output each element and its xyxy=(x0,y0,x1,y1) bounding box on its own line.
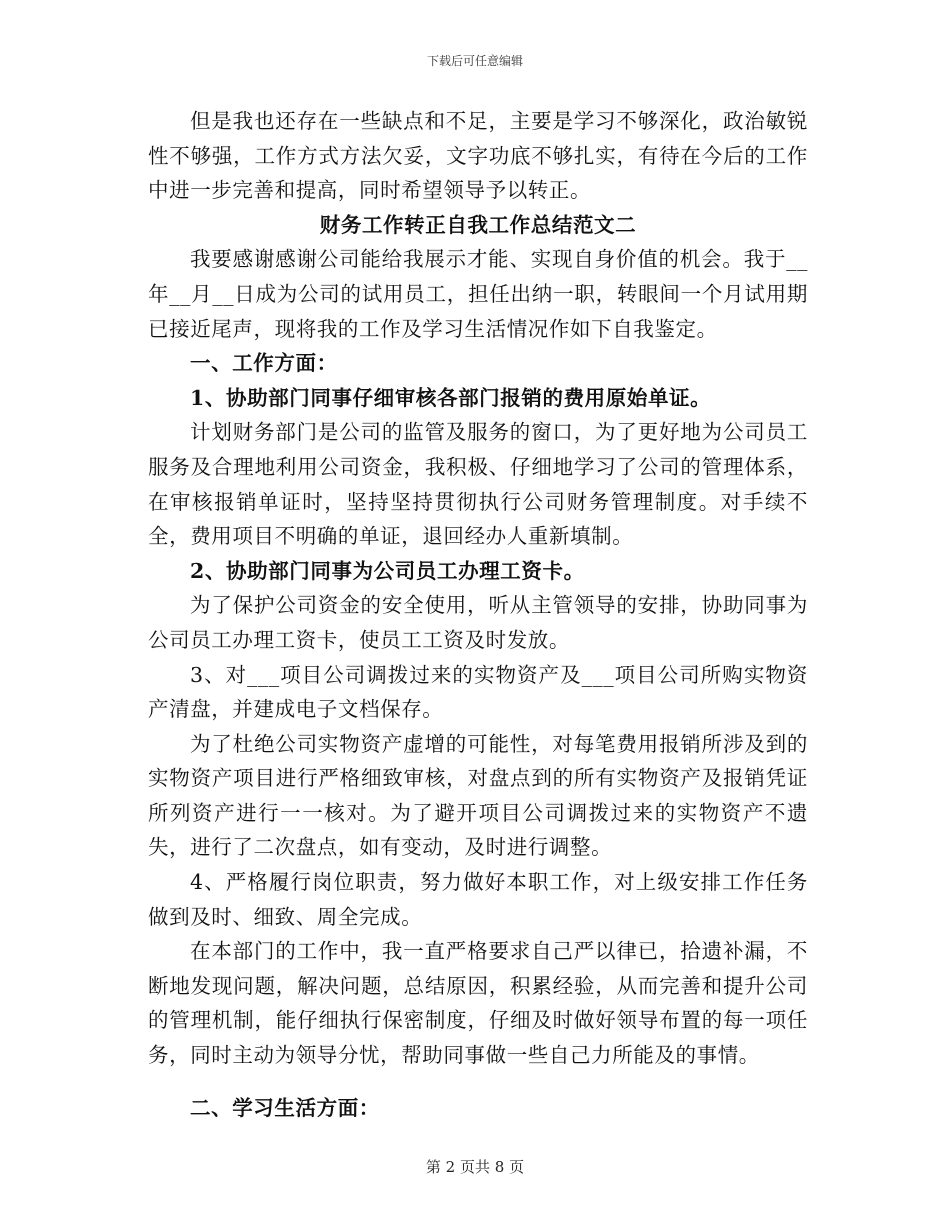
paragraph-item-3-title: 3、对___项目公司调拨过来的实物资产及___项目公司所购实物资产清盘，并建成电子文档保存。 xyxy=(148,662,808,722)
paragraph-department: 在本部门的工作中，我一直严格要求自己严以律已，拾遗补漏，不断地发现问题，解决问题，总结原因，积累经验，从而完善和提升公司的管理机制，能仔细执行保密制度，仔细及时做好领导布置的每一项任务，同时主动为领导分忧，帮助同事做一些自己力所能及的事情。 xyxy=(148,939,808,1068)
paragraph-intro: 我要感谢感谢公司能给我展示才能、实现自身价值的机会。我于__年__月__日成为公司的试用员工，担任出纳一职，转眼间一个月试用期已接近尾声，现将我的工作及学习生活情况作如下自我鉴定。 xyxy=(148,247,808,341)
paragraph-item-3: 为了杜绝公司实物资产虚增的可能性，对每笔费用报销所涉及到的实物资产项目进行严格细致审核，对盘点到的所有实物资产及报销凭证所列资产进行一一核对。为了避开项目公司调拨过来的实物资产不遗失，进行了二次盘点，如有变动，及时进行调整。 xyxy=(148,731,808,860)
paragraph-item-4: 4、严格履行岗位职责，努力做好本职工作，对上级安排工作任务做到及时、细致、周全完成。 xyxy=(148,870,808,929)
paragraph-item-2: 为了保护公司资金的安全使用，听从主管领导的安排，协助同事为公司员工办理工资卡，使员工工资及时发放。 xyxy=(148,593,808,652)
page-header: 下载后可任意编辑 xyxy=(426,54,523,68)
heading-item-1: 1、协助部门同事仔细审核各部门报销的费用原始单证。 xyxy=(190,385,712,410)
page-footer: 第 2 页共 8 页 xyxy=(425,1158,525,1176)
heading-work: 一、工作方面： xyxy=(190,351,338,376)
spacer xyxy=(148,1073,808,1091)
paragraph-item-1: 计划财务部门是公司的监管及服务的窗口，为了更好地为公司员工服务及合理地利用公司资金，我积极、仔细地学习了公司的管理体系，在审核报销单证时，坚持坚持贯彻执行公司财务管理制度。对手续不全，费用项目不明确的单证，退回经办人重新填制。 xyxy=(148,420,808,549)
section-title: 财务工作转正自我工作总结范文二 xyxy=(319,212,637,237)
heading-item-2: 2、协助部门同事为公司员工办理工资卡。 xyxy=(190,558,585,583)
document-body xyxy=(148,104,808,1125)
paragraph-shortcomings: 但是我也还存在一些缺点和不足，主要是学习不够深化，政治敏锐性不够强，工作方式方法欠妥，文字功底不够扎实，有待在今后的工作中进一步完善和提高，同时希望领导予以转正。 xyxy=(148,109,808,203)
heading-study-life: 二、学习生活方面： xyxy=(190,1095,380,1120)
